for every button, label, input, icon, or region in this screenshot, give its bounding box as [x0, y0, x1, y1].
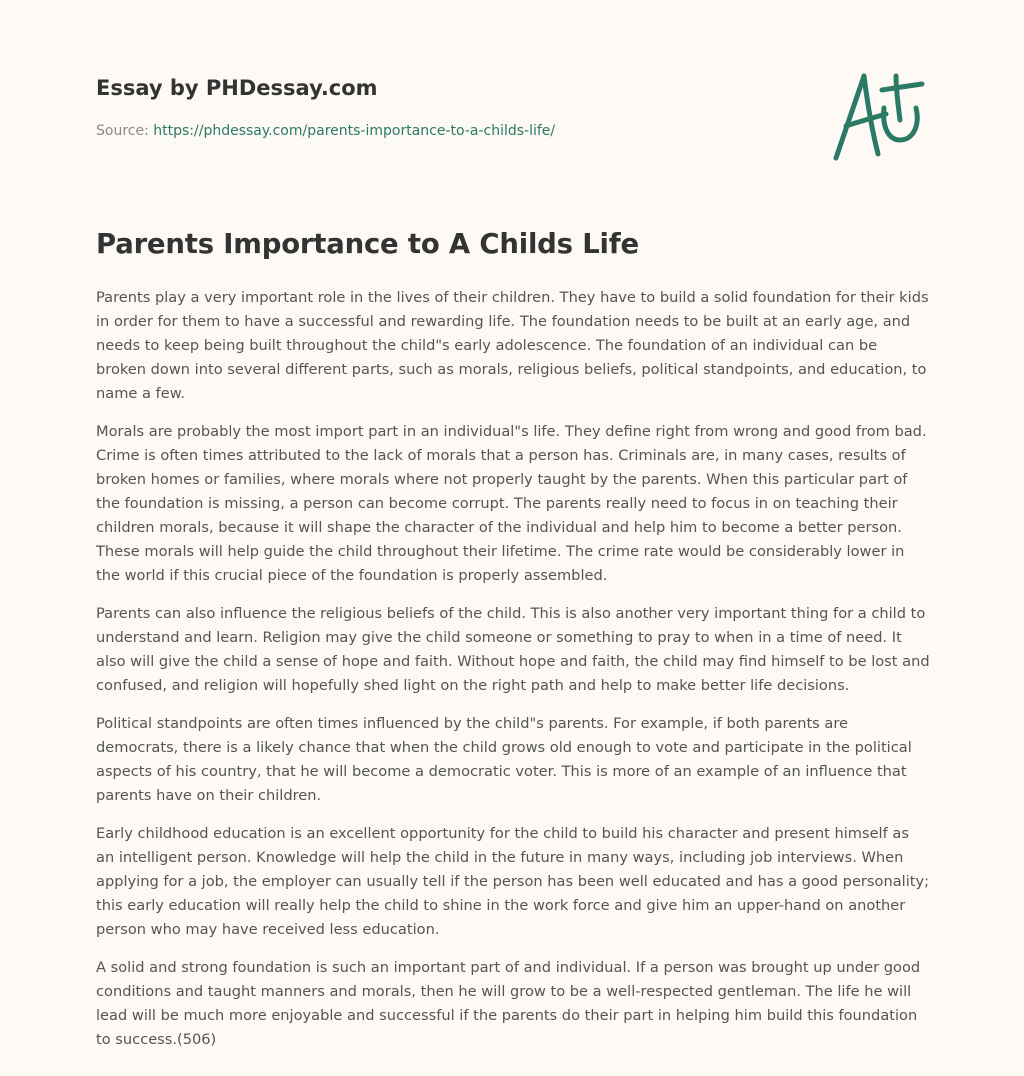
article-body: [96, 286, 930, 1066]
paragraph: Political standpoints are often times influenced by the child"s parents. For example, if both parents are democrats, there is a likely chance that when the child grows old enough to vote and participate in the political aspects of his country, that he will become a democratic voter. This is more of an example of an influence that parents have on their children.: [96, 715, 912, 804]
article-title: Parents Importance to A Childs Life: [96, 228, 639, 260]
page-header: [96, 0, 928, 170]
paragraph: Early childhood education is an excellent opportunity for the child to build his character and present himself as an intelligent person. Knowledge will help the child in the future in many ways, including job interviews. When applying for a job, the employer can usually tell if the person has been well educated and has a good personality; this early education will really help the child to shine in the work force and give him an upper-hand on another person who may have received less education.: [96, 825, 930, 938]
paragraph: Morals are probably the most import part in an individual"s life. They define right from wrong and good from bad. Crime is often times attributed to the lack of morals that a person has. Criminals are, in many cases, results of broken homes or families, where morals where not properly taught by the parents. When this particular part of the foundation is missing, a person can become corrupt. The parents really need to focus in on teaching their children morals, because it will shape the character of the individual and help him to become a better person. These morals will help guide the child throughout their lifetime. The crime rate would be considerably lower in the world if this crucial piece of the foundation is properly assembled.: [96, 423, 927, 584]
paragraph: Parents can also influence the religious beliefs of the child. This is also another very important thing for a child to understand and learn. Religion may give the child someone or something to pray to when in a time of need. It also will give the child a sense of hope and faith. Without hope and faith, the child may find himself to be lost and confused, and religion will hopefully shed light on the right path and help to make better life decisions.: [96, 605, 930, 694]
paragraph: Parents play a very important role in the lives of their children. They have to build a solid foundation for their kids in order for them to have a successful and rewarding life. The foundation needs to be built at an early age, and needs to keep being built throughout the child"s early adolescence. The foundation of an individual can be broken down into several different parts, such as morals, religious beliefs, political standpoints, and education, to name a few.: [96, 289, 929, 402]
brand-title: Essay by PHDessay.com: [96, 76, 378, 100]
source-link[interactable]: https://phdessay.com/parents-importance-to-a-childs-life/: [153, 123, 556, 139]
a-plus-logo-icon: [824, 68, 928, 164]
paragraph: A solid and strong foundation is such an important part of and individual. If a person was brought up under good conditions and taught manners and morals, then he will grow to be a well-respected gentleman. The life he will lead will be much more enjoyable and successful if the parents do their part in helping him build this foundation to success.(506): [96, 959, 921, 1048]
source-label: Source:: [96, 123, 149, 139]
source-line: [96, 123, 555, 139]
